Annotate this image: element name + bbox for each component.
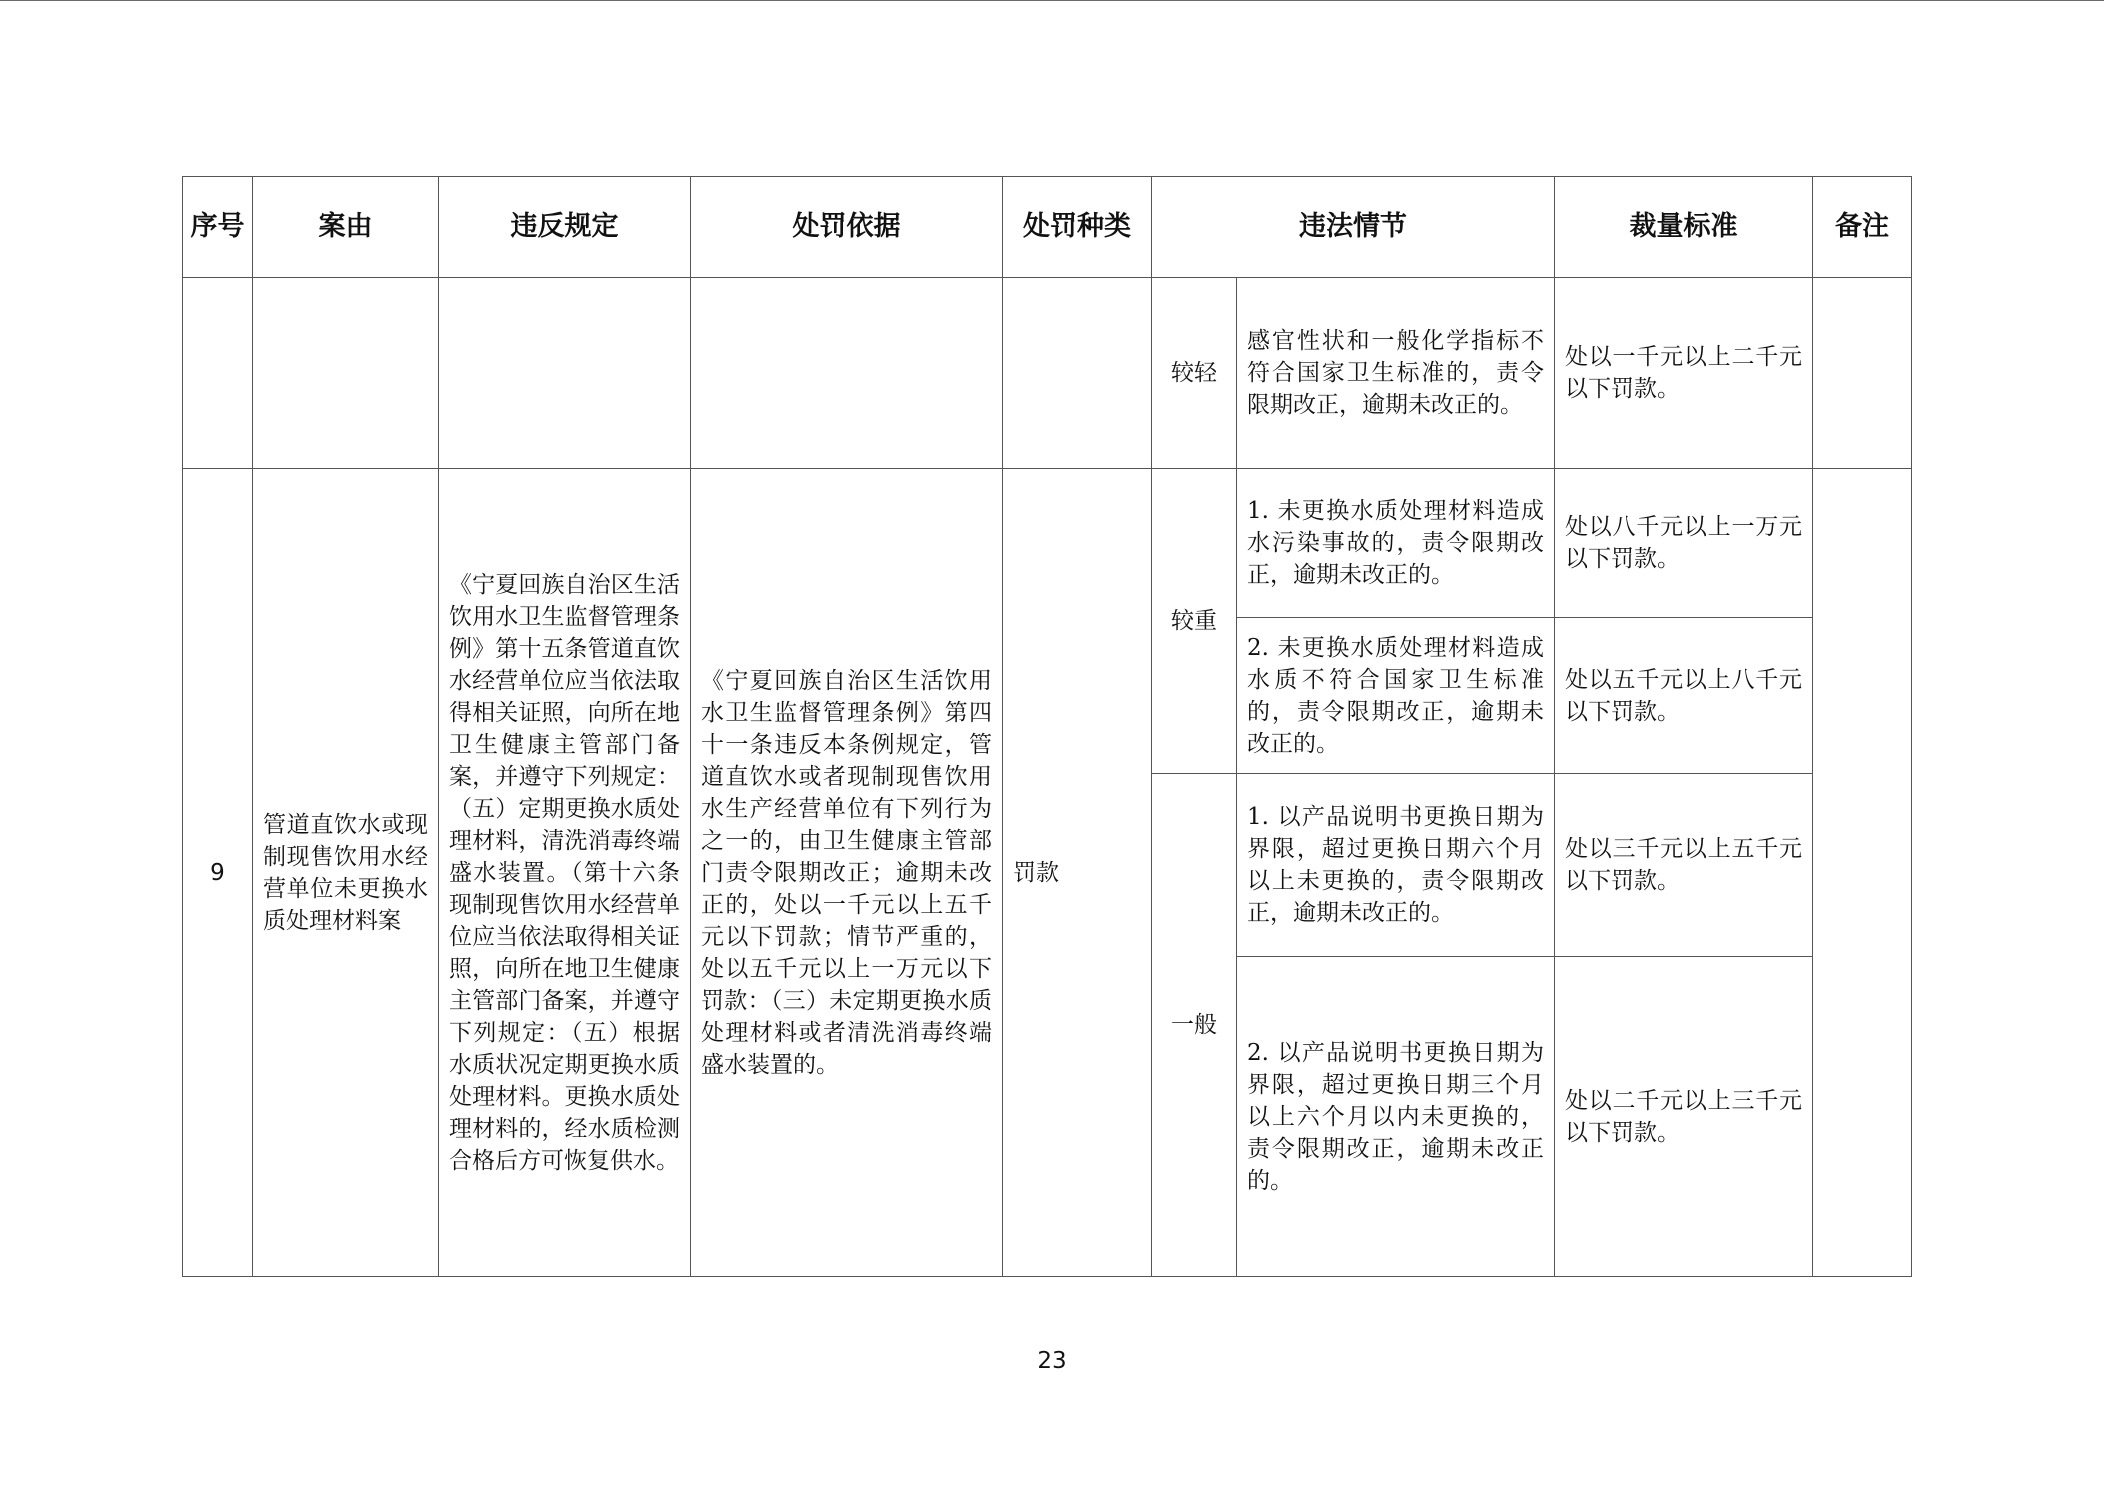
standard-severe-1: 处以八千元以上一万元以下罚款。	[1555, 469, 1813, 618]
case-violation: 《宁夏回族自治区生活饮用水卫生监督管理条例》第十五条管道直饮水经营单位应当依法取得相关证照，向所在地卫生健康主管部门备案，并遵守下列规定：（五）定期更换水质处理材料，清洗消毒终端盛水装置。（第十六条现制现售饮用水经营单位应当依法取得相关证照，向所在地卫生健康主管部门备案，并遵守下列规定：（五）根据水质状况定期更换水质处理材料。更换水质处理材料的，经水质检测合格后方可恢复供水。	[439, 469, 691, 1277]
header-seq: 序号	[183, 177, 253, 278]
case-cause: 管道直饮水或现制现售饮用水经营单位未更换水质处理材料案	[253, 469, 439, 1277]
header-row	[183, 177, 1912, 278]
top-rule	[0, 0, 2104, 1]
standard-general-1: 处以三千元以上五千元以下罚款。	[1555, 774, 1813, 957]
case-remark	[1813, 469, 1912, 1277]
prev-remark-cell	[1813, 278, 1912, 469]
circumstance-severe-1: 1. 未更换水质处理材料造成水污染事故的，责令限期改正，逾期未改正的。	[1237, 469, 1555, 618]
header-cause: 案由	[253, 177, 439, 278]
standard-severe-2: 处以五千元以上八千元以下罚款。	[1555, 618, 1813, 774]
prev-basis-cell	[691, 278, 1003, 469]
circumstance-mild: 感官性状和一般化学指标不符合国家卫生标准的，责令限期改正，逾期未改正的。	[1237, 278, 1555, 469]
header-circumstance: 违法情节	[1152, 177, 1555, 278]
prev-violation-cell	[439, 278, 691, 469]
header-type: 处罚种类	[1003, 177, 1152, 278]
circumstance-general-1: 1. 以产品说明书更换日期为界限，超过更换日期六个月以上未更换的，责令限期改正，逾期未改正的。	[1237, 774, 1555, 957]
page-number: 23	[1037, 1348, 1067, 1374]
case-seq: 9	[183, 469, 253, 1277]
header-standard: 裁量标准	[1555, 177, 1813, 278]
circumstance-general-2: 2. 以产品说明书更换日期为界限，超过更换日期三个月以上六个月以内未更换的，责令限期改正，逾期未改正的。	[1237, 957, 1555, 1277]
prev-seq-cell	[183, 278, 253, 469]
table-row	[183, 278, 1912, 469]
level-general: 一般	[1152, 774, 1237, 1277]
header-basis: 处罚依据	[691, 177, 1003, 278]
header-violation: 违反规定	[439, 177, 691, 278]
standard-mild: 处以一千元以上二千元以下罚款。	[1555, 278, 1813, 469]
penalty-standard-table	[182, 176, 1912, 1277]
standard-general-2: 处以二千元以上三千元以下罚款。	[1555, 957, 1813, 1277]
prev-type-cell	[1003, 278, 1152, 469]
table-row	[183, 469, 1912, 618]
prev-cause-cell	[253, 278, 439, 469]
level-severe: 较重	[1152, 469, 1237, 774]
header-remark: 备注	[1813, 177, 1912, 278]
case-basis: 《宁夏回族自治区生活饮用水卫生监督管理条例》第四十一条违反本条例规定，管道直饮水或者现制现售饮用水生产经营单位有下列行为之一的，由卫生健康主管部门责令限期改正；逾期未改正的，处以一千元以上五千元以下罚款；情节严重的，处以五千元以上一万元以下罚款：（三）未定期更换水质处理材料或者清洗消毒终端盛水装置的。	[691, 469, 1003, 1277]
circumstance-severe-2: 2. 未更换水质处理材料造成水质不符合国家卫生标准的，责令限期改正，逾期未改正的。	[1237, 618, 1555, 774]
level-mild: 较轻	[1152, 278, 1237, 469]
case-penalty-type: 罚款	[1003, 469, 1152, 1277]
